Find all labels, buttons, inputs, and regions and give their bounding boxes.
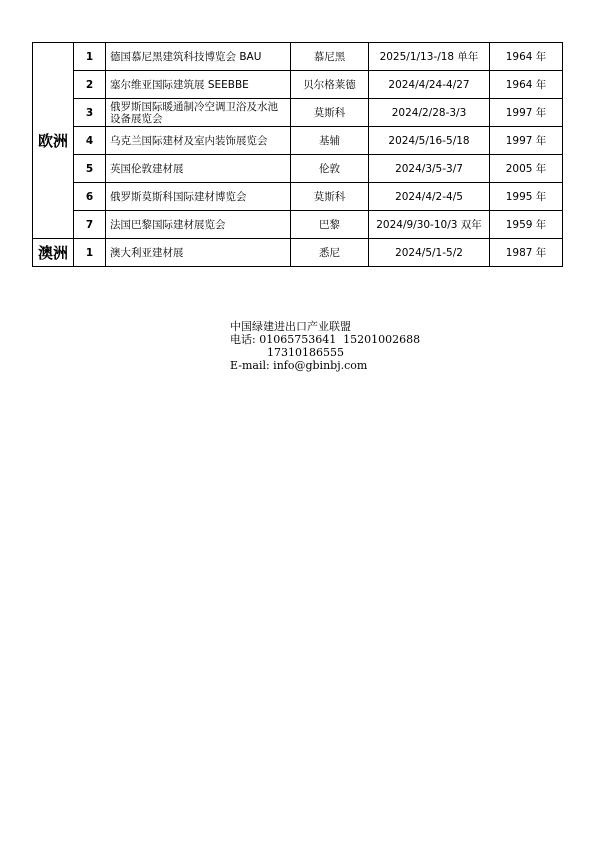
exhibition-city: 伦敦 [291,155,369,183]
row-number: 3 [74,99,106,127]
exhibition-city: 慕尼黑 [291,43,369,71]
exhibition-city: 莫斯科 [291,99,369,127]
exhibition-name: 俄罗斯国际暖通制冷空调卫浴及水池设备展览会 [106,99,291,127]
exhibition-date: 2024/4/2-4/5 [369,183,490,211]
row-number: 6 [74,183,106,211]
exhibition-date: 2024/2/28-3/3 [369,99,490,127]
phone-line-2: 17310186555 [267,346,344,359]
exhibition-city: 基辅 [291,127,369,155]
phone-line: 电话: 01065753641 15201002688 [230,333,421,346]
founded-year: 2005 年 [490,155,563,183]
row-number: 1 [74,43,106,71]
exhibition-name: 法国巴黎国际建材展览会 [106,211,291,239]
row-number: 4 [74,127,106,155]
exhibition-date: 2024/9/30-10/3 双年 [369,211,490,239]
exhibition-city: 悉尼 [291,239,369,267]
exhibition-date: 2024/5/16-5/18 [369,127,490,155]
exhibition-table [32,42,563,267]
exhibition-name: 澳大利亚建材展 [106,239,291,267]
table-row [33,71,563,99]
region-cell-europe: 欧洲 [33,43,74,239]
row-number: 5 [74,155,106,183]
row-number: 2 [74,71,106,99]
email-line: E-mail: info@gbinbj.com [230,359,368,372]
founded-year: 1959 年 [490,211,563,239]
table-row [33,127,563,155]
exhibition-city: 莫斯科 [291,183,369,211]
table-row [33,211,563,239]
founded-year: 1964 年 [490,43,563,71]
founded-year: 1964 年 [490,71,563,99]
exhibition-name: 俄罗斯莫斯科国际建材博览会 [106,183,291,211]
exhibition-name: 英国伦敦建材展 [106,155,291,183]
table-row [33,99,563,127]
region-cell-oceania: 澳洲 [33,239,74,267]
row-number: 7 [74,211,106,239]
exhibition-date: 2024/5/1-5/2 [369,239,490,267]
exhibition-date: 2024/4/24-4/27 [369,71,490,99]
exhibition-date: 2025/1/13-/18 单年 [369,43,490,71]
table-row [33,183,563,211]
founded-year: 1997 年 [490,127,563,155]
founded-year: 1987 年 [490,239,563,267]
founded-year: 1997 年 [490,99,563,127]
founded-year: 1995 年 [490,183,563,211]
exhibition-name: 塞尔维亚国际建筑展 SEEBBE [106,71,291,99]
exhibition-city: 巴黎 [291,211,369,239]
table-row [33,239,563,267]
table-row [33,43,563,71]
contact-footer [230,320,420,372]
organization-name: 中国绿建进出口产业联盟 [230,320,351,333]
exhibition-name: 乌克兰国际建材及室内装饰展览会 [106,127,291,155]
table-row [33,155,563,183]
exhibition-city: 贝尔格莱德 [291,71,369,99]
exhibition-date: 2024/3/5-3/7 [369,155,490,183]
exhibition-name: 德国慕尼黑建筑科技博览会 BAU [106,43,291,71]
row-number: 1 [74,239,106,267]
